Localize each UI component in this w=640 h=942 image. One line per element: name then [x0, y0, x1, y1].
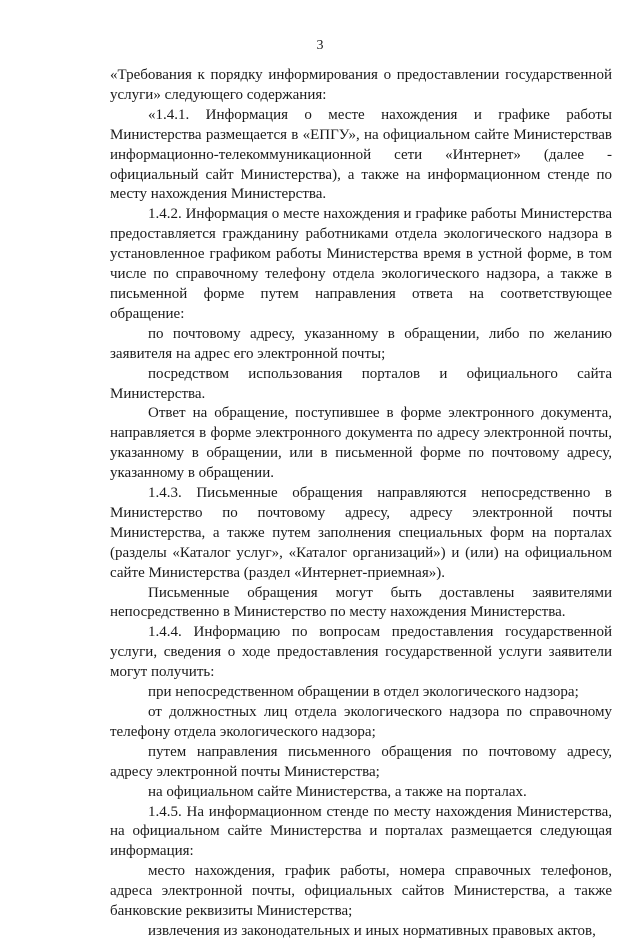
page-number: 3	[316, 38, 324, 53]
paragraph: Письменные обращения могут быть доставлены заявителями непосредственно в Министерство по месту нахождения Министерства.	[110, 584, 612, 621]
document-body	[110, 66, 612, 942]
paragraph: путем направления письменного обращения по почтовому адресу, адресу электронной почты Министерства;	[110, 743, 612, 780]
paragraph: 1.4.3. Письменные обращения направляются непосредственно в Министерство по почтовому адресу, адресу электронной почты Министерства, а также путем заполнения специальных форм на порталах (разделы «Каталог услуг», «Каталог организаций») и (или) на официальном сайте Министерства (раздел «Интернет-приемная»).	[110, 485, 612, 581]
paragraph: «1.4.1. Информация о месте нахождения и графике работы Министерства размещается в «ЕПГУ», на официальном сайте Министерствав информационно-телекоммуникационной сети «Интернет» (далее - официальный сайт Министерства), а также на информационном стенде по месту нахождения Министерства.	[110, 106, 612, 203]
paragraph: от должностных лиц отдела экологического надзора по справочному телефону отдела экологического надзора;	[110, 704, 612, 740]
paragraph: извлечения из законодательных и иных нормативных правовых актов,	[148, 922, 596, 939]
paragraph: «Требования к порядку информирования о предоставлении государственной услуги» следующего содержания:	[110, 67, 612, 103]
paragraph: Ответ на обращение, поступившее в форме электронного документа, направляется в форме электронного документа по адресу электронной почты, указанному в обращении, или в письменной форме по почтовому адресу, указанному в обращении.	[110, 405, 612, 482]
paragraph: 1.4.2. Информация о месте нахождения и графике работы Министерства предоставляется гражданину работниками отдела экологического надзора в установленное графиком работы Министерства время в устной форме, в том числе по справочному телефону отдела экологического надзора, а также в письменной форме путем направления ответа на соответствующее обращение:	[110, 206, 612, 322]
paragraph: 1.4.4. Информацию по вопросам предоставления государственной услуги, сведения о ходе предоставления государственной услуги заявители могут получить:	[110, 624, 612, 681]
paragraph: место нахождения, график работы, номера справочных телефонов, адреса электронной почты, официальных сайтов Министерства, а также банковские реквизиты Министерства;	[110, 863, 612, 920]
paragraph: посредством использования порталов и официального сайта Министерства.	[110, 365, 612, 402]
paragraph: на официальном сайте Министерства, а также на порталах.	[148, 783, 527, 800]
paragraph: по почтовому адресу, указанному в обращении, либо по желанию заявителя на адрес его электронной почты;	[110, 325, 612, 362]
paragraph: при непосредственном обращении в отдел экологического надзора;	[148, 684, 579, 701]
paragraph: 1.4.5. На информационном стенде по месту нахождения Министерства, на официальном сайте Министерства и порталах размещается следующая информация:	[110, 803, 612, 860]
